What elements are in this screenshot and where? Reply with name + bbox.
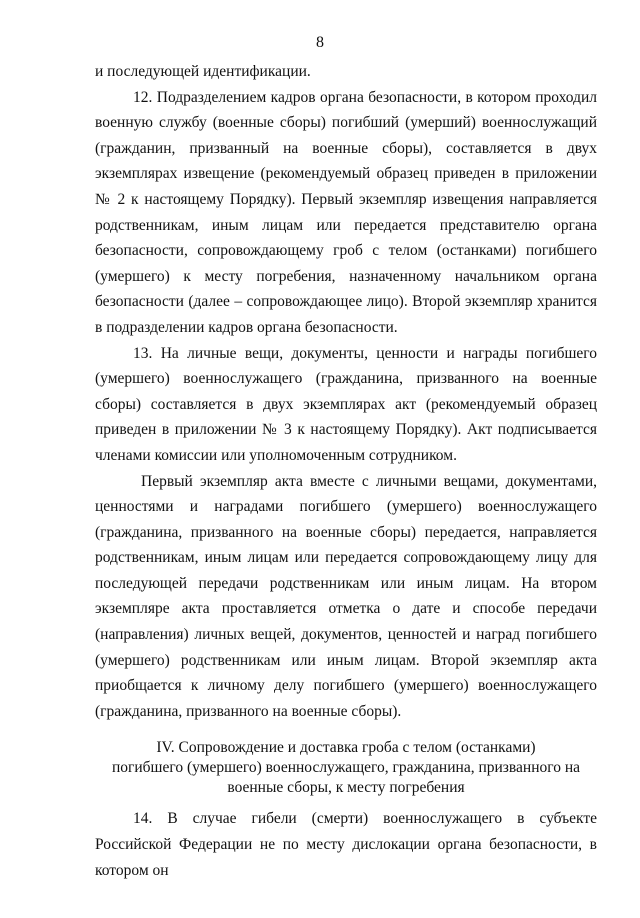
section-heading-line: IV. Сопровождение и доставка гроба с телом (останками) xyxy=(156,739,536,757)
page-number: 8 xyxy=(316,34,324,51)
document-body xyxy=(95,59,597,883)
section-heading-line: военные сборы, к месту погребения xyxy=(227,779,465,797)
paragraph-12: 12. Подразделением кадров органа безопасности, в котором проходил военную службу (военные сборы) погибший (умерший) военнослужащий (гражданин, призванный на военные сборы), составляется в двух экземплярах извещение (рекомендуемый образец приведен в приложении № 2 к настоящему Порядку). Первый экземпляр извещения направляется родственникам, иным лицам или передается представителю органа безопасности, сопровождающему гроб с телом (останками) погибшего (умершего) к месту погребения, назначенному начальником органа безопасности (далее – сопровождающее лицо). Второй экземпляр хранится в подразделении кадров органа безопасности. xyxy=(95,88,597,336)
paragraph-13-continued: Первый экземпляр акта вместе с личными вещами, документами, ценностями и наградами погибшего (умершего) военнослужащего (гражданина, призванного на военные сборы) передается, направляется родственникам, иным лицам или передается сопровождающему лицу для последующей передачи родственникам или иным лицам. На втором экземпляре акта проставляется отметка о дате и способе передачи (направления) личных вещей, документов, ценностей и наград погибшего (умершего) родственникам или иным лицам. Второй экземпляр акта приобщается к личному делу погибшего (умершего) военнослужащего (гражданина, призванного на военные сборы). xyxy=(95,472,597,720)
section-heading-iv xyxy=(95,738,597,798)
section-heading-line: погибшего (умершего) военнослужащего, гражданина, призванного на xyxy=(111,759,581,777)
paragraph-14: 14. В случае гибели (смерти) военнослужащего в субъекте Российской Федерации не по месту дислокации органа безопасности, в котором он xyxy=(95,810,597,879)
paragraph-13: 13. На личные вещи, документы, ценности и награды погибшего (умершего) военнослужащего (гражданина, призванного на военные сборы) составляется в двух экземплярах акт (рекомендуемый образец приведен в приложении № 3 к настоящему Порядку). Акт подписывается членами комиссии или уполномоченным сотрудником. xyxy=(95,344,597,464)
paragraph-continuation: и последующей идентификации. xyxy=(95,63,311,80)
